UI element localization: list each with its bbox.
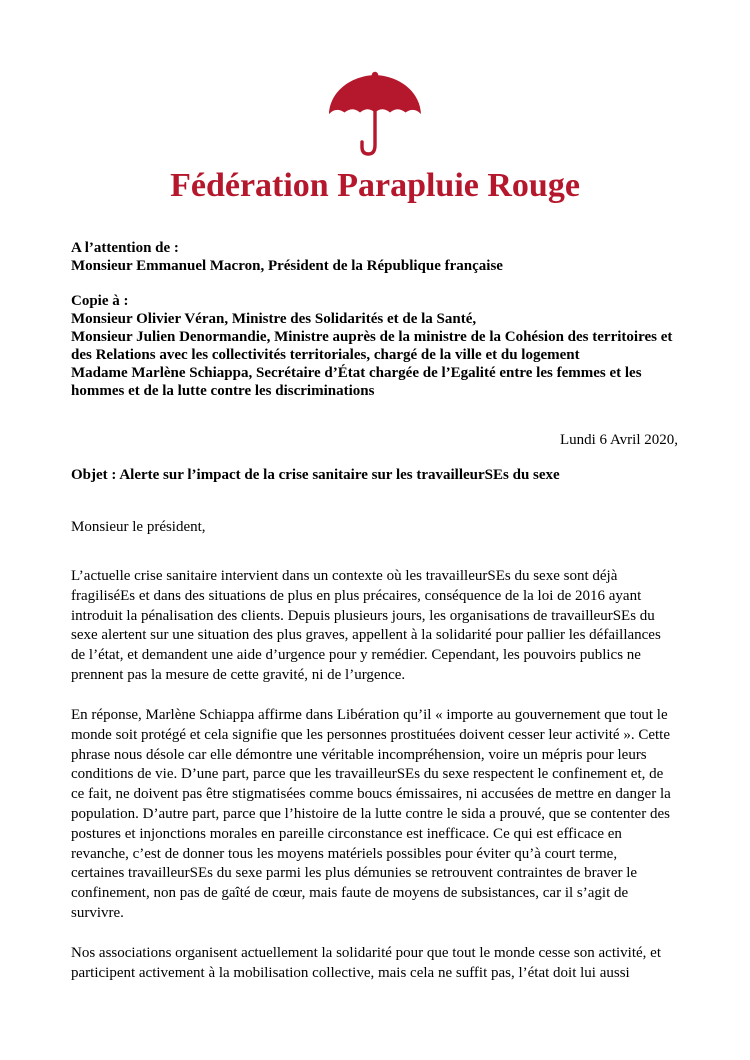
paragraph-line: phrase nous désole car elle démontre une véritable incompréhension, voire un mépris pour leurs: [71, 746, 647, 763]
paragraph-line: prennent pas la mesure de cette gravité, ni de l’urgence.: [71, 666, 406, 683]
paragraph-line: confinement, non pas de gaîté de cœur, mais faute de moyens de subsistances, car il s’agit de: [71, 885, 629, 902]
paragraph-line: de l’état, et demandent une aide d’urgence pour y remédier. Cependant, les pouvoirs publics ne: [71, 647, 641, 664]
subject-line: [71, 466, 683, 484]
paragraph-line: conditions de vie. D’une part, parce que les travailleurSEs du sexe respectent le confinement et, de: [71, 766, 664, 783]
copy-block: [71, 292, 683, 400]
recipient-label: A l’attention de :: [71, 240, 179, 256]
copy-line: Monsieur Olivier Véran, Ministre des Solidarités et de la Santé,: [71, 311, 477, 327]
paragraph: [71, 706, 683, 924]
paragraph-line: participent activement à la mobilisation collective, mais cela ne suffit pas, l’état doit lui aussi: [71, 964, 630, 981]
letter-date: Lundi 6 Avril 2020,: [559, 432, 678, 448]
organization-name: Fédération Parapluie Rouge: [170, 167, 580, 204]
paragraph-line: revanche, c’est de donner tous les moyens matériels possibles pour éviter qu’à court terme,: [71, 845, 618, 862]
paragraph-line: ce fait, ne doivent pas être stigmatisées comme boucs émissaires, ni accusées de mettre en danger la: [71, 786, 671, 803]
paragraph-line: survivre.: [71, 904, 124, 921]
copy-line: Madame Marlène Schiappa, Secrétaire d’État chargée de l’Egalité entre les femmes et les: [71, 365, 642, 381]
paragraph-line: Nos associations organisent actuellement la solidarité pour que tout le monde cesse son activité, et: [71, 945, 661, 961]
paragraph-line: fragiliséEs et dans des situations de plus en plus précaires, conséquence de la loi de 2016 ayant: [71, 587, 642, 604]
paragraph-line: population. D’autre part, parce que l’histoire de la lutte contre le sida a prouvé, que se contenter des: [71, 805, 670, 822]
paragraph: [71, 944, 683, 984]
copy-line: Monsieur Julien Denormandie, Ministre auprès de la ministre de la Cohésion des territoires et: [71, 329, 673, 345]
paragraph-line: monde soit protégé et cela signifie que les personnes prostituées doivent cesser leur activité ». Cette: [71, 726, 670, 743]
paragraph-line: En réponse, Marlène Schiappa affirme dans Libération qu’il « importe au gouvernement que tout le: [71, 707, 668, 723]
paragraph: [71, 567, 683, 686]
recipient-line: Monsieur Emmanuel Macron, Président de la République française: [71, 258, 503, 274]
copy-label: Copie à :: [71, 293, 129, 309]
paragraph-line: certaines travailleurSEs du sexe parmi les plus démunies se retrouvent contraintes de braver le: [71, 865, 638, 882]
paragraph-line: introduit la pénalisation des clients. Depuis plusieurs jours, les organisations de travailleurSEs du: [71, 607, 655, 624]
salutation: [71, 518, 683, 536]
recipient-block: [71, 239, 683, 275]
paragraph-line: postures et injonctions morales en pareille circonstance est inefficace. Ce qui est efficace en: [71, 825, 622, 842]
paragraph-line: L’actuelle crise sanitaire intervient dans un contexte où les travailleurSEs du sexe sont déjà: [71, 568, 618, 584]
copy-line: hommes et de la lutte contre les discriminations: [71, 383, 375, 399]
red-umbrella-icon: [325, 70, 425, 158]
salutation-text: Monsieur le président,: [71, 519, 206, 535]
subject-text: Objet : Alerte sur l’impact de la crise sanitaire sur les travailleurSEs du sexe: [71, 467, 560, 483]
copy-line: des Relations avec les collectivités territoriales, chargé de la ville et du logement: [71, 347, 580, 363]
paragraph-line: sexe alertent sur une situation des plus graves, appellent à la solidarité pour pallier les défaillances: [71, 627, 661, 644]
